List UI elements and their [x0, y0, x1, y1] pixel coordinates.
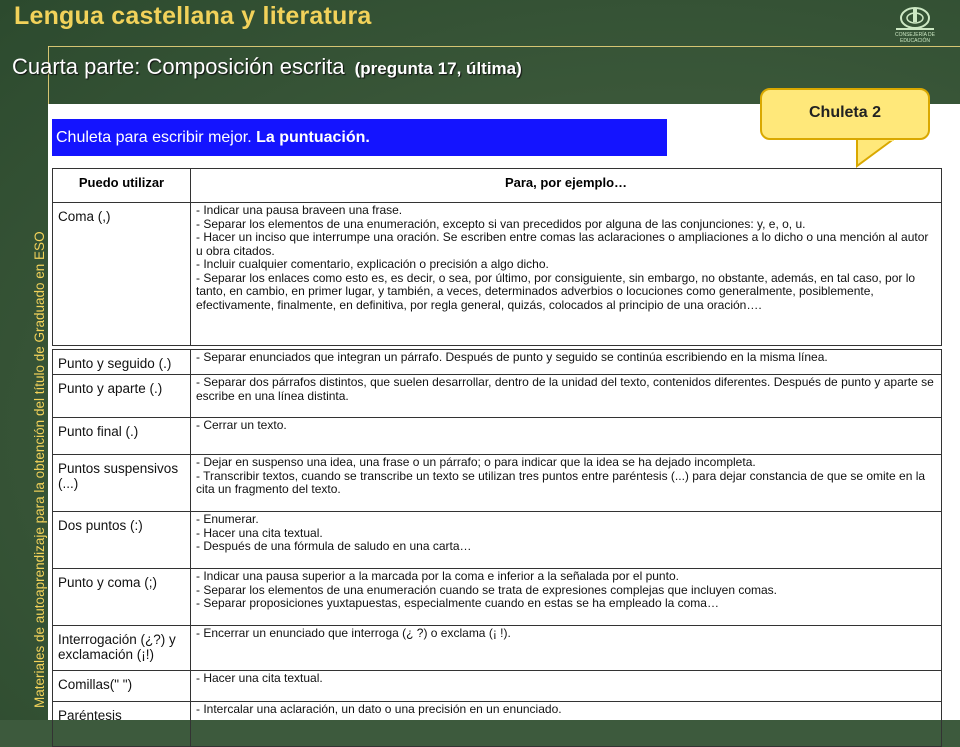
section-subtitle [12, 54, 522, 80]
description-line: - Indicar una pausa superior a la marcada por la coma e inferior a la señalada por el punto. [196, 569, 679, 583]
row-description [191, 203, 942, 346]
table-row [53, 455, 942, 512]
description-line: - Hacer un inciso que interrumpe una oración. Se escriben entre comas las aclaraciones o ampliaciones a lo dicho o una mención al autor u obra citados. [196, 230, 929, 258]
page-title: Lengua castellana y literatura [14, 2, 372, 30]
row-description [191, 418, 942, 455]
row-description [191, 455, 942, 512]
row-description [191, 569, 942, 626]
table-row [53, 569, 942, 626]
subtitle-text: Cuarta parte: Composición escrita [12, 54, 345, 79]
description-line: - Separar los elementos de una enumeración cuando se trata de expresiones complejas que incluyen comas. [196, 582, 778, 597]
description-line: - Enumerar. [196, 512, 259, 526]
description-line: - Incluir cualquier comentario, explicación o precisión a algo dicho. [196, 257, 549, 271]
description-line: - Separar los elementos de una enumeración, excepto si van precedidos por alguna de las conjunciones: y, e, o, u. [196, 216, 806, 231]
description-line: - Encerrar un enunciado que interroga (¿ ?) o exclama (¡ !). [196, 626, 511, 640]
subtitle-note: (pregunta 17, última) [354, 59, 522, 78]
table-row [53, 350, 942, 375]
row-term: Puntos suspensivos (...) [53, 455, 191, 512]
table-row [53, 671, 942, 702]
row-description [191, 702, 942, 747]
banner-emphasis: La puntuación. [256, 129, 370, 146]
frame-line [48, 46, 960, 47]
row-term: Paréntesis [53, 702, 191, 747]
table-row [53, 626, 942, 671]
table-row [53, 203, 942, 346]
row-term: Punto final (.) [53, 418, 191, 455]
callout-badge: Chuleta 2 [760, 88, 930, 140]
table-row [53, 512, 942, 569]
table-row [53, 375, 942, 418]
table-row [53, 418, 942, 455]
description-line: - Indicar una pausa braveen una frase. [196, 203, 403, 217]
row-term: Punto y aparte (.) [53, 375, 191, 418]
row-term: Comillas(" ") [53, 671, 191, 702]
description-line: - Intercalar una aclaración, un dato o una precisión en un enunciado. [196, 702, 562, 716]
row-term: Dos puntos (:) [53, 512, 191, 569]
description-line: - Hacer una cita textual. [196, 671, 323, 685]
punctuation-table [52, 168, 942, 747]
row-term: Punto y seguido (.) [53, 350, 191, 375]
table-header-row [53, 169, 942, 203]
description-line: - Separar proposiciones yuxtapuestas, especialmente cuando en estas se ha empleado la coma… [196, 596, 719, 610]
table-row [53, 702, 942, 747]
description-line: - Después de una fórmula de saludo en una carta… [196, 539, 472, 553]
table-body [53, 203, 942, 747]
logo-caption: CONSEJERÍA DE EDUCACIÓN [894, 32, 935, 44]
row-description [191, 512, 942, 569]
row-term: Coma (,) [53, 203, 191, 346]
callout-tail [855, 138, 905, 168]
description-line: - Separar enunciados que integran un párrafo. Después de punto y seguido se continúa escribiendo en la misma línea. [196, 350, 828, 364]
column-header: Puedo utilizar [53, 169, 191, 203]
column-header: Para, por ejemplo… [191, 169, 942, 203]
document-banner [52, 119, 667, 156]
row-term: Interrogación (¿?) y exclamación (¡!) [53, 626, 191, 671]
description-line: - Separar los enlaces como esto es, es decir, o sea, por último, por consiguiente, sin embargo, no obstante, además, en tal caso, por lo tanto, en cambio, en primer lugar, y también, a veces, determinados adverbios o locuciones como generalmente, posiblemente, efectivamente, finalmente, en definitiva, por regla general, quizás, colocados al principio de una oración…. [196, 270, 916, 312]
description-line: - Separar dos párrafos distintos, que suelen desarrollar, dentro de la unidad del texto, contenidos diferentes. Después de punto y aparte se escribe en una línea distinta. [196, 375, 934, 403]
row-term: Punto y coma (;) [53, 569, 191, 626]
row-description [191, 375, 942, 418]
row-description [191, 350, 942, 375]
description-line: - Cerrar un texto. [196, 418, 287, 432]
description-line: - Dejar en suspenso una idea, una frase o un párrafo; o para indicar que la idea se ha dejado incompleta. [196, 455, 756, 469]
description-line: - Hacer una cita textual. [196, 525, 323, 540]
row-description [191, 626, 942, 671]
description-line: - Transcribir textos, cuando se transcribe un texto se utilizan tres puntos entre paréntesis (...) para dejar constancia de que se omite en la cita un fragmento del texto. [196, 468, 926, 496]
side-caption: Materiales de autoaprendizaje para la obtención del título de Graduado en ESO [32, 231, 47, 708]
row-description [191, 671, 942, 702]
banner-prefix: Chuleta para escribir mejor. [56, 129, 252, 146]
